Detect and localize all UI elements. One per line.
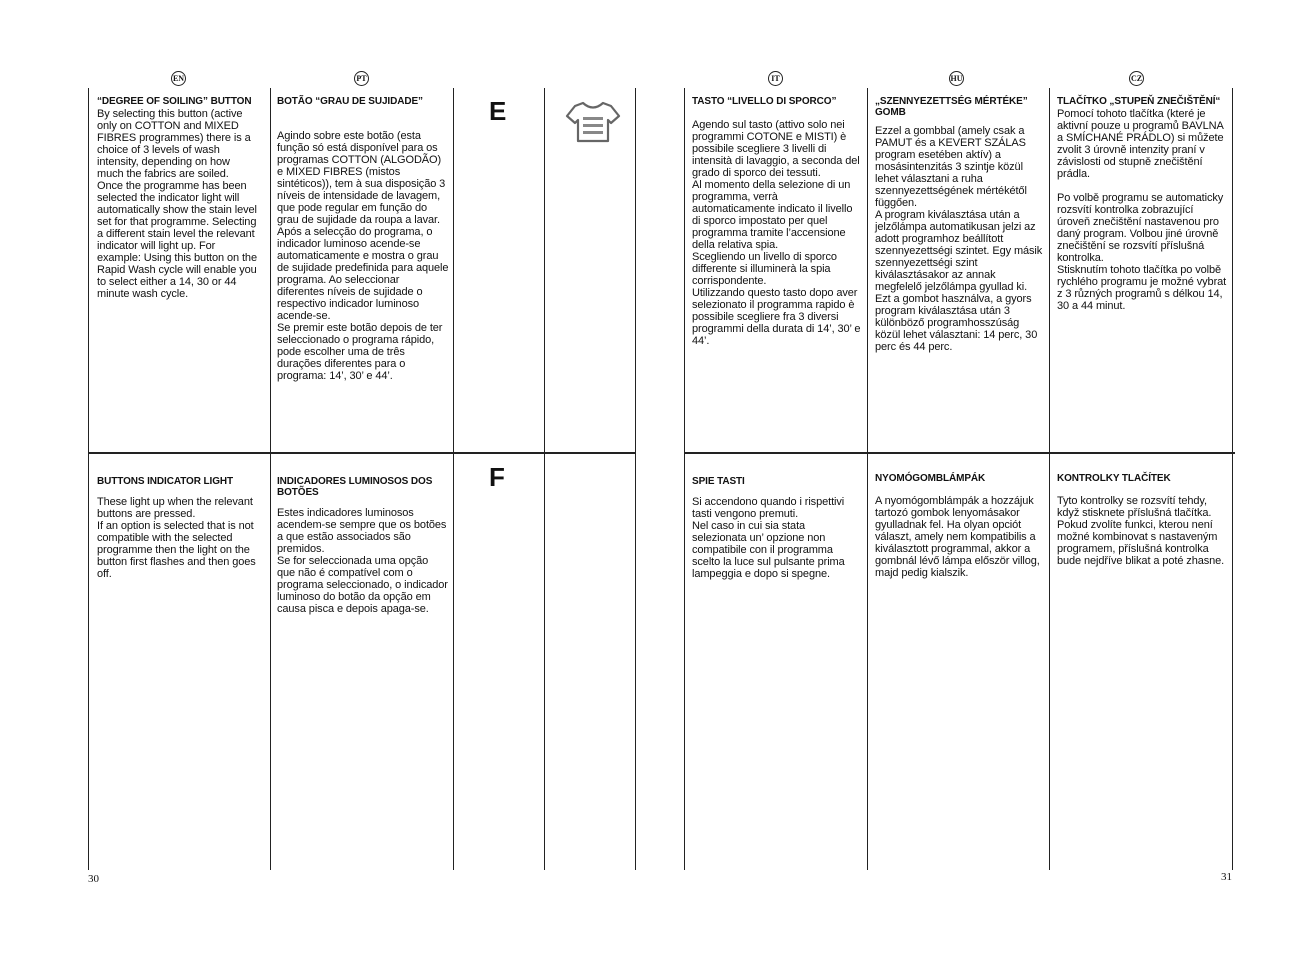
hu-szennyezettseg-merteke bbox=[875, 96, 1043, 353]
section-body: Estes indicadores luminosos acendem-se sempre que os botões a que estão associados são premidos. Se for seleccionada uma opção que não é compatível com o programa seleccionado, o indicador luminoso do botão da opção em causa pisca e depois apaga-se. bbox=[277, 507, 448, 615]
column-divider bbox=[453, 88, 454, 870]
section-body: Agindo sobre este botão (esta função só está disponível para os programas COTTON (ALGODÃO) e MIXED FIBRES (mistos sintéticos)), tem à sua disposição 3 níveis de intensidade de lavagem, que pode regular em função do grau de sujidade da roupa a lavar. Após a selecção do programa, o indicador luminoso acende-se automaticamente e mostra o grau de sujidade predefinida para aquele programa. Ao seleccionar diferentes níveis de sujidade o respectivo indicador luminoso acende-se. Se premir este botão depois de ter seleccionado o programa rápido, pode escolher uma de três durações diferentes para o programa: 14’, 30’ e 44’. bbox=[277, 130, 449, 382]
column-divider bbox=[635, 88, 636, 870]
section-heading: “DEGREE OF SOILING” BUTTON bbox=[97, 96, 252, 107]
section-body: Si accendono quando i rispettivi tasti vengono premuti. Nel caso in cui sia stata selezionata un’ opzione non compatibile con il programma scelto la luce sul pulsante prima lampeggia e dopo si spegne. bbox=[692, 496, 845, 580]
section-body: By selecting this button (active only on COTTON and MIXED FIBRES programmes) there is a choice of 3 levels of wash intensity, depending on how much the fabrics are soiled. Once the programme has been selected the indicator light will automatically show the stain level set for that programme. Selecting a different stain level the relevant indicator will light up. For example: Using this button on the Rapid Wash cycle will enable you to select either a 14, 30 or 44 minute wash cycle. bbox=[97, 108, 257, 300]
pt-grau-de-sujidade bbox=[277, 96, 449, 382]
page-number-right: 31 bbox=[1221, 871, 1232, 883]
section-body: Pomocí tohoto tlačítka (které je aktivní pouze u programů BAVLNA a SMÍCHANÉ PRÁDLO) si můžete zvolit 3 úrovně intenzity praní v závislosti od stupně znečištění prádla. Po volbě programu se automaticky rozsvítí kontrolka zobrazující úroveň znečištění nastavenou pro daný program. Volbou jiné úrovně znečištění se rozsvítí příslušná kontrolka. Stisknutím tohoto tlačítka po volbě rychlého programu je možné vybrat z 3 různých programů s délkou 14, 30 a 44 minut. bbox=[1057, 108, 1227, 312]
section-heading: BOTÃO “GRAU DE SUJIDADE” bbox=[277, 96, 423, 107]
it-livello-di-sporco bbox=[692, 96, 862, 347]
cz-stupen-znecisteni bbox=[1057, 96, 1227, 312]
section-heading: TLAČÍTKO „STUPEŇ ZNEČIŠTĚNÍ“ bbox=[1057, 96, 1221, 107]
column-divider bbox=[1232, 88, 1233, 870]
page-number-left: 30 bbox=[88, 873, 99, 885]
column-divider bbox=[88, 88, 89, 870]
section-letter-e: E bbox=[489, 96, 507, 126]
en-degree-of-soiling bbox=[97, 96, 259, 300]
section-letter-f: F bbox=[489, 462, 505, 492]
section-divider bbox=[684, 452, 1235, 454]
it-spie-tasti bbox=[692, 476, 862, 580]
section-heading: BUTTONS INDICATOR LIGHT bbox=[97, 476, 234, 487]
language-badge-en: EN bbox=[171, 71, 186, 86]
section-body: These light up when the relevant buttons are pressed. If an option is selected that is not compatible with the selected programme then the light on the button first flashes and then goes off. bbox=[97, 496, 256, 580]
language-badge-pt: PT bbox=[354, 71, 369, 86]
t-shirt-soiling-icon bbox=[565, 100, 621, 144]
section-heading: TASTO “LIVELLO DI SPORCO” bbox=[692, 96, 837, 107]
column-divider bbox=[867, 88, 868, 870]
language-badge-cz: CZ bbox=[1129, 71, 1144, 86]
language-badge-it: IT bbox=[768, 71, 783, 86]
section-body: Tyto kontrolky se rozsvítí tehdy, když stisknete příslušná tlačítka. Pokud zvolíte funkci, kterou není možné kombinovat s nastaveným programem, příslušná kontrolka bude nejdříve blikat a poté zhasne. bbox=[1057, 495, 1225, 567]
column-divider bbox=[1049, 88, 1050, 870]
column-divider bbox=[270, 88, 271, 870]
section-heading: INDICADORES LUMINOSOS DOS BOTÕES bbox=[277, 476, 433, 498]
section-heading: SPIE TASTI bbox=[692, 476, 745, 487]
pt-indicadores-luminosos bbox=[277, 476, 449, 615]
section-body: Ezzel a gombbal (amely csak a PAMUT és a KEVERT SZÁLAS program esetében aktív) a mosásintenzitás 3 szintje közül lehet választani a ruha szennyezettségének mértékétől függően. A program kiválasztása után a jelzőlámpa automatikusan jelzi az adott programhoz beállított szennyezettségi szintet. Egy másik szennyezettségi szint kiválasztásakor az annak megfelelő jelzőlámpa gyullad ki. Ezt a gombot használva, a gyors program kiválasztása után 3 különböző programhosszúság közül lehet választani: 14 perc, 30 perc és 44 perc. bbox=[875, 125, 1043, 353]
section-heading: NYOMÓGOMBLÁMPÁK bbox=[875, 473, 986, 484]
section-heading: „SZENNYEZETTSÉG MÉRTÉKE” GOMB bbox=[875, 96, 1028, 118]
section-divider bbox=[88, 452, 636, 454]
column-divider bbox=[684, 88, 685, 870]
column-divider bbox=[544, 88, 545, 870]
section-body: A nyomógomblámpák a hozzájuk tartozó gombok lenyomásakor gyulladnak fel. Ha olyan opciót választ, amely nem kompatibilis a kiválasztott programmal, akkor a gombnál lévő lámpa először villog, majd pedig kialszik. bbox=[875, 495, 1040, 579]
section-body: Agendo sul tasto (attivo solo nei programmi COTONE e MISTI) è possibile scegliere 3 livelli di intensità di lavaggio, a seconda del grado di sporco dei tessuti. Al momento della selezione di un programma, verrà automaticamente indicato il livello di sporco impostato per quel programma tramite l’accensione della relativa spia. Scegliendo un livello di sporco differente si illuminerà la spia corrispondente. Utilizzando questo tasto dopo aver selezionato il programma rapido è possibile scegliere fra 3 diversi programmi della durata di 14’, 30’ e 44’. bbox=[692, 119, 861, 347]
en-buttons-indicator-light bbox=[97, 476, 259, 580]
language-badge-hu: HU bbox=[949, 71, 964, 86]
hu-nyomogomblampak bbox=[875, 473, 1043, 579]
section-heading: KONTROLKY TLAČÍTEK bbox=[1057, 473, 1171, 484]
cz-kontrolky-tlacitek bbox=[1057, 473, 1227, 567]
